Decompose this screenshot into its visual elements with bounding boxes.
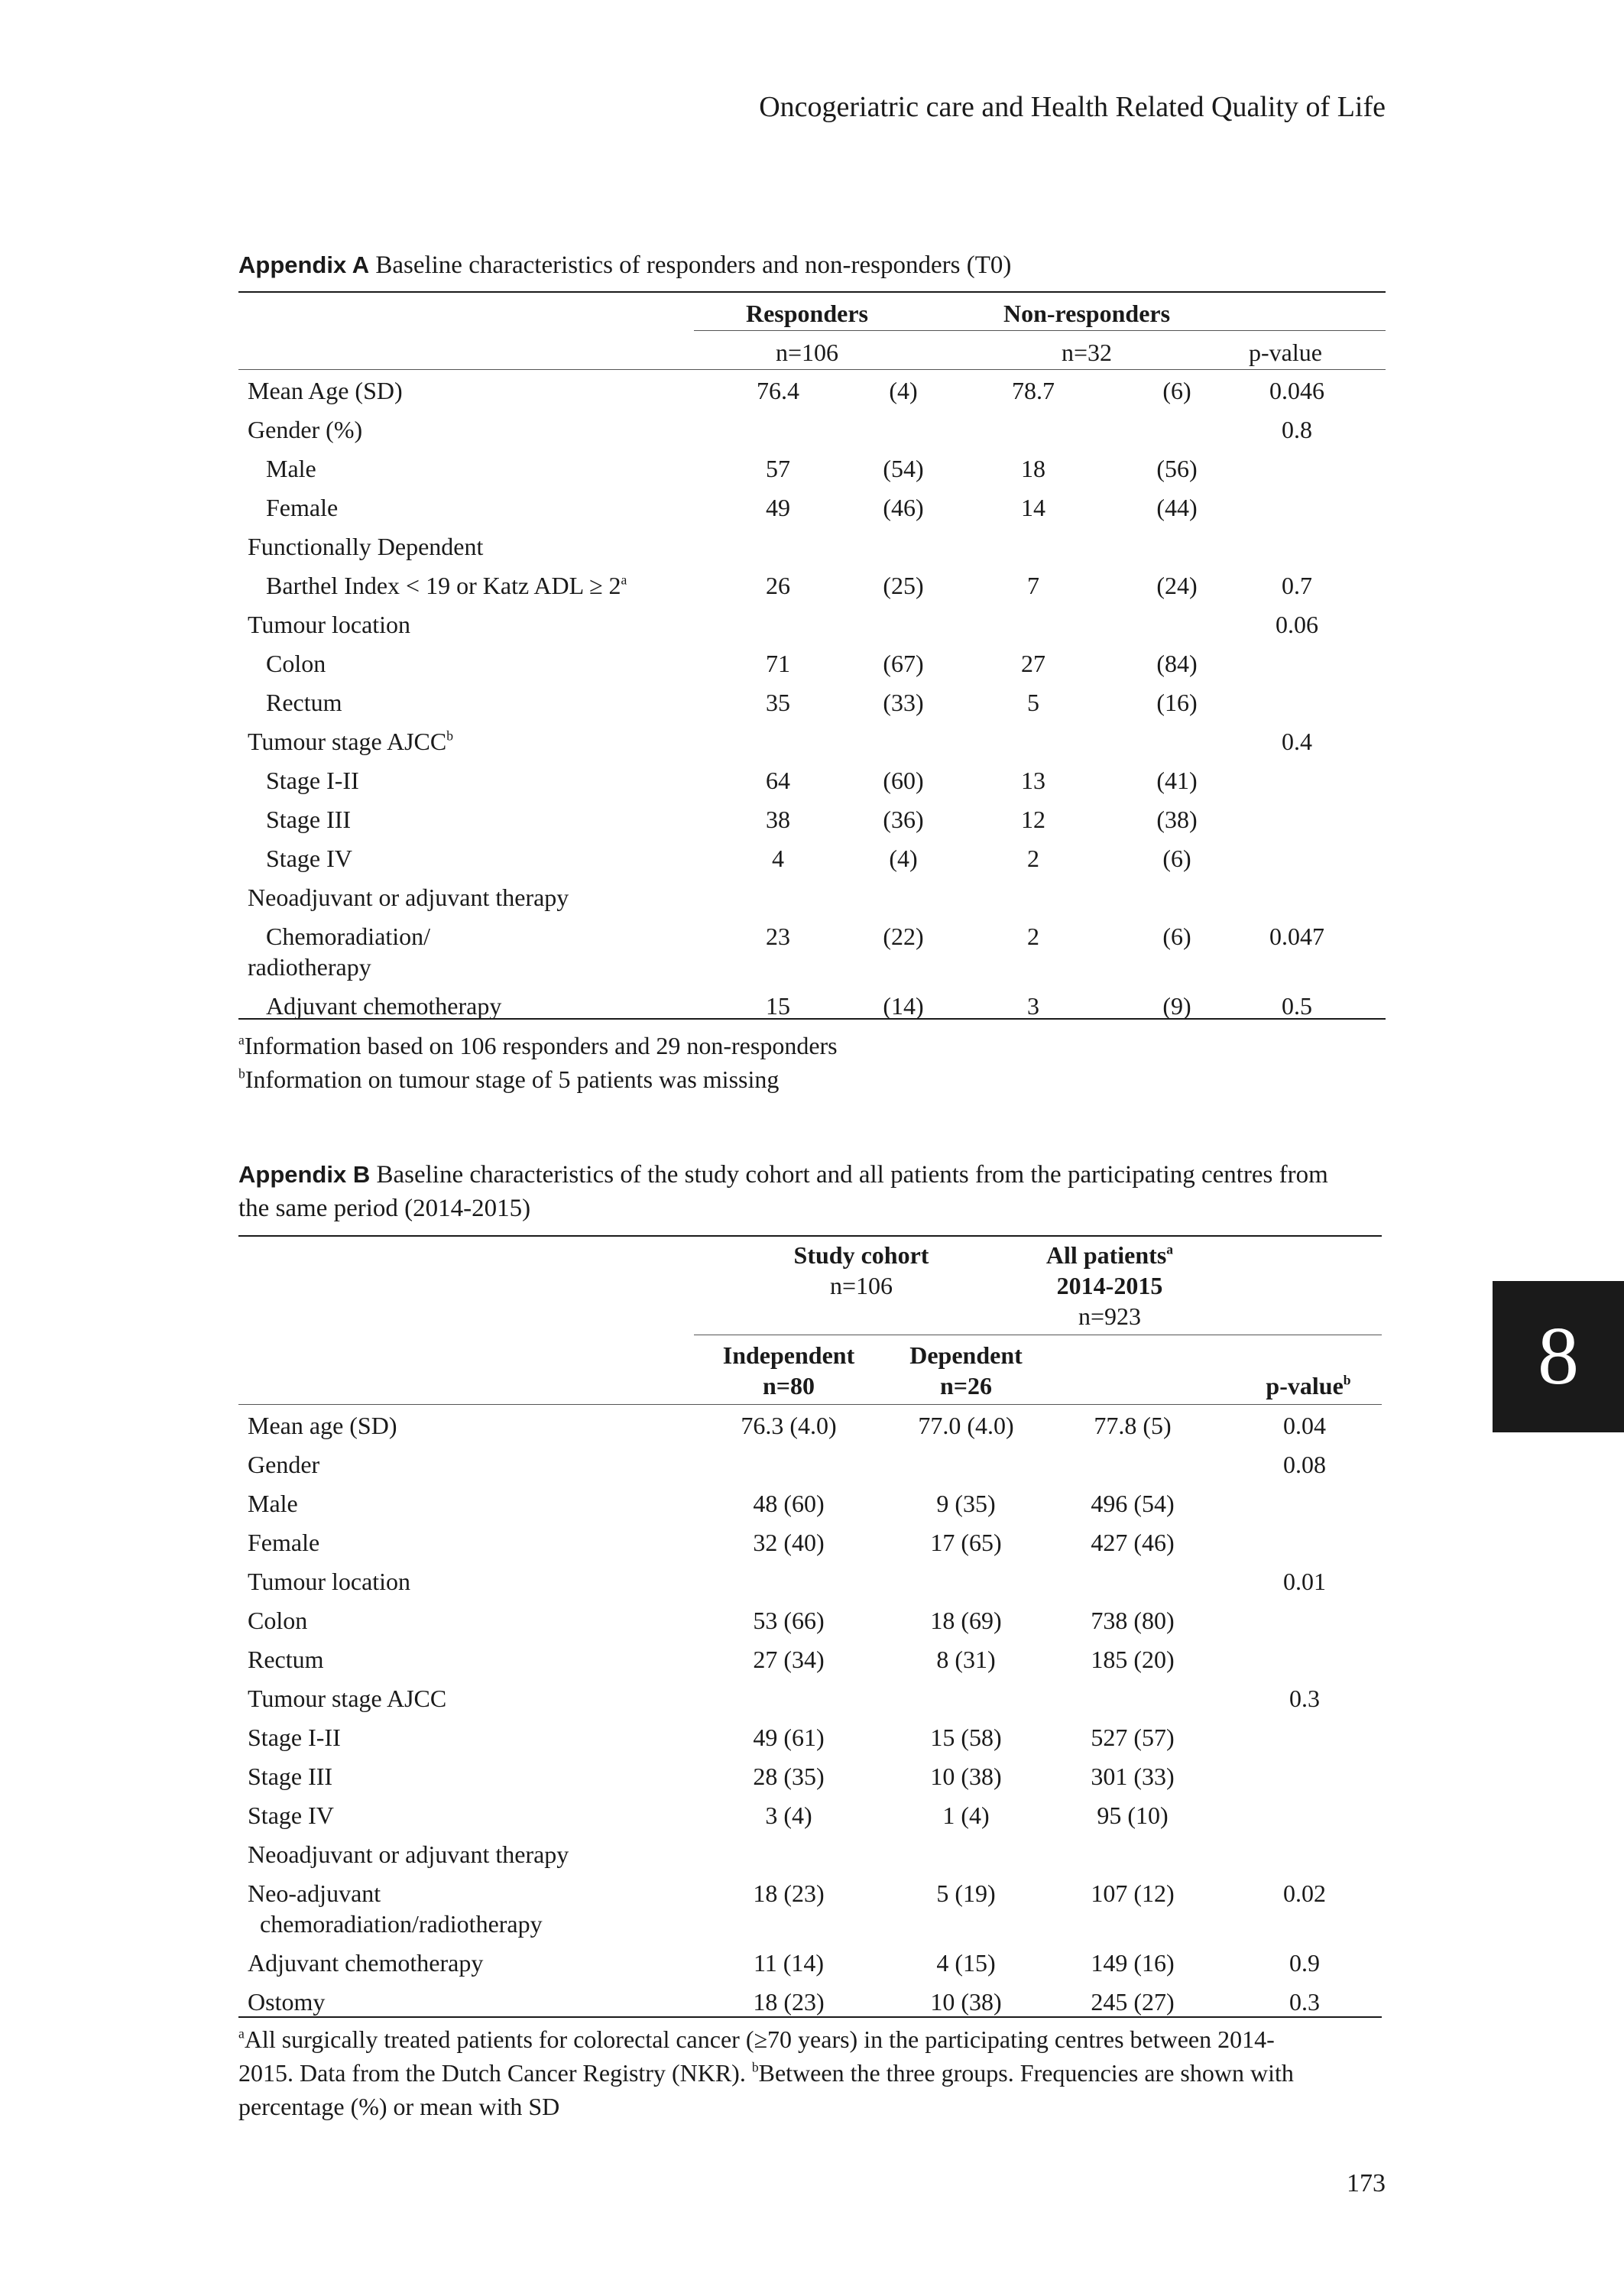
cell-independent: 18 (23) bbox=[753, 1988, 825, 2016]
row-label-text: Functionally Dependent bbox=[248, 533, 484, 560]
header-independent: Independent bbox=[722, 1341, 855, 1369]
row-label-text: Mean Age (SD) bbox=[248, 377, 403, 404]
cell-responders-count: 64 bbox=[766, 767, 790, 794]
cell-responders-count: 26 bbox=[766, 572, 790, 599]
cell-nonresponders-pct: (84) bbox=[1156, 650, 1198, 677]
cell-responders-count: 57 bbox=[766, 455, 790, 482]
row-label: Adjuvant chemotherapy bbox=[248, 1949, 484, 1977]
chapter-tab: 8 bbox=[1493, 1281, 1624, 1432]
cell-responders-pct: (33) bbox=[883, 689, 924, 716]
header-pvalue: p-value bbox=[1249, 339, 1322, 366]
header-all-patients-n: n=923 bbox=[1078, 1302, 1142, 1330]
row-label: Rectum bbox=[248, 1646, 324, 1673]
cell-nonresponders-count: 5 bbox=[1027, 689, 1039, 716]
row-label-text: Barthel Index < 19 or Katz ADL ≥ 2 bbox=[266, 572, 621, 599]
cell-responders-count: 23 bbox=[766, 923, 790, 950]
cell-nonresponders-pct: (6) bbox=[1162, 923, 1191, 950]
header-all-patients bbox=[1003, 1240, 1217, 1270]
header-all-patients-period: 2014-2015 bbox=[1056, 1272, 1163, 1299]
cell-responders-pct: (67) bbox=[883, 650, 924, 677]
header-independent-n: n=80 bbox=[762, 1372, 815, 1399]
row-label-sup: a bbox=[621, 572, 627, 588]
row-label: Neo-adjuvant bbox=[248, 1879, 381, 1907]
cell-responders-count: 35 bbox=[766, 689, 790, 716]
row-label-text: Chemoradiation/ bbox=[266, 923, 431, 950]
cell-dependent: 18 (69) bbox=[930, 1607, 1002, 1634]
header-responders-n: n=106 bbox=[775, 339, 839, 366]
cell-all-patients: 496 (54) bbox=[1091, 1490, 1175, 1517]
cell-responders-pct: (54) bbox=[883, 455, 924, 482]
cell-all-patients: 427 (46) bbox=[1091, 1529, 1175, 1556]
cell-independent: 48 (60) bbox=[753, 1490, 825, 1517]
row-label: Colon bbox=[248, 1607, 308, 1634]
cell-nonresponders-pct: (6) bbox=[1162, 377, 1191, 404]
cell-dependent: 8 (31) bbox=[936, 1646, 996, 1673]
cell-pvalue: 0.8 bbox=[1282, 416, 1312, 443]
header-pvalue-b-sup: b bbox=[1343, 1372, 1351, 1388]
header-responders: Responders bbox=[745, 300, 868, 327]
page-number: 173 bbox=[1347, 2169, 1386, 2197]
row-label: Tumour location bbox=[248, 1568, 411, 1595]
table-b-bottom-rule bbox=[238, 2016, 1382, 2018]
cell-independent: 18 (23) bbox=[753, 1879, 825, 1907]
cell-pvalue: 0.5 bbox=[1282, 992, 1312, 1020]
header-study-cohort-n: n=106 bbox=[829, 1272, 893, 1299]
appendix-b-label: Appendix B bbox=[238, 1161, 371, 1188]
footnote-a-text: Information based on 106 responders and 29 non-responders bbox=[244, 1032, 838, 1059]
cell-nonresponders-count: 7 bbox=[1027, 572, 1039, 599]
cell-pvalue: 0.046 bbox=[1269, 377, 1324, 404]
footnote-b-line2b: Between the three groups. Frequencies are shown with bbox=[758, 2059, 1294, 2087]
row-label: Male bbox=[248, 1490, 298, 1517]
cell-nonresponders-pct: (24) bbox=[1156, 572, 1198, 599]
cell-dependent: 17 (65) bbox=[930, 1529, 1002, 1556]
header-nonresponders-n: n=32 bbox=[1061, 339, 1113, 366]
appendix-a-title: Baseline characteristics of responders and non-responders (T0) bbox=[375, 251, 1012, 279]
cell-dependent: 4 (15) bbox=[936, 1949, 996, 1977]
cell-dependent: 1 (4) bbox=[942, 1802, 990, 1829]
appendix-b-footnote bbox=[238, 2022, 1386, 2123]
cell-pvalue: 0.4 bbox=[1282, 728, 1312, 755]
cell-nonresponders-count: 12 bbox=[1021, 806, 1045, 833]
cell-responders-pct: (25) bbox=[883, 572, 924, 599]
cell-pvalue: 0.047 bbox=[1269, 923, 1324, 950]
row-label-text: Stage IV bbox=[266, 845, 352, 872]
row-label: Stage IV bbox=[248, 1802, 334, 1829]
cell-responders-count: 49 bbox=[766, 494, 790, 521]
cell-all-patients: 245 (27) bbox=[1091, 1988, 1175, 2016]
cell-independent: 53 (66) bbox=[753, 1607, 825, 1634]
cell-dependent: 10 (38) bbox=[930, 1763, 1002, 1790]
cell-all-patients: 107 (12) bbox=[1091, 1879, 1175, 1907]
cell-nonresponders-pct: (6) bbox=[1162, 845, 1191, 872]
header-dependent: Dependent bbox=[909, 1341, 1023, 1369]
row-label-text: Rectum bbox=[266, 689, 342, 716]
cell-nonresponders-pct: (16) bbox=[1156, 689, 1198, 716]
cell-nonresponders-count: 2 bbox=[1027, 845, 1039, 872]
cell-independent: 11 (14) bbox=[753, 1949, 825, 1977]
header-pvalue-b-text: p-value bbox=[1266, 1372, 1344, 1399]
cell-pvalue: 0.9 bbox=[1289, 1949, 1320, 1977]
cell-dependent: 15 (58) bbox=[930, 1724, 1002, 1751]
footnote-b-line3: percentage (%) or mean with SD bbox=[238, 2093, 560, 2120]
cell-independent: 32 (40) bbox=[753, 1529, 825, 1556]
row-label: Neoadjuvant or adjuvant therapy bbox=[248, 1841, 569, 1868]
row-label-text: Female bbox=[266, 494, 339, 521]
cell-pvalue: 0.02 bbox=[1283, 1879, 1326, 1907]
footnote-mark-a: a bbox=[238, 1032, 245, 1048]
row-label-sup: b bbox=[446, 728, 453, 744]
row-label: Stage I-II bbox=[248, 1724, 341, 1751]
cell-pvalue: 0.01 bbox=[1283, 1568, 1326, 1595]
cell-dependent: 9 (35) bbox=[936, 1490, 996, 1517]
cell-nonresponders-pct: (9) bbox=[1162, 992, 1191, 1020]
footnote-b-line2a: 2015. Data from the Dutch Cancer Registry (NKR). bbox=[238, 2059, 752, 2087]
header-dependent-n: n=26 bbox=[939, 1372, 993, 1399]
cell-nonresponders-pct: (44) bbox=[1156, 494, 1198, 521]
cell-all-patients: 301 (33) bbox=[1091, 1763, 1175, 1790]
header-all-patients-text: All patients bbox=[1045, 1241, 1167, 1269]
cell-nonresponders-pct: (56) bbox=[1156, 455, 1198, 482]
footnote-b-text: Information on tumour stage of 5 patients was missing bbox=[245, 1065, 780, 1093]
header-nonresponders: Non-responders bbox=[1003, 300, 1171, 327]
cell-responders-pct: (14) bbox=[883, 992, 924, 1020]
appendix-b-title-line2: the same period (2014-2015) bbox=[238, 1195, 531, 1222]
cell-independent: 76.3 (4.0) bbox=[741, 1412, 837, 1439]
cell-all-patients: 527 (57) bbox=[1091, 1724, 1175, 1751]
row-label: Gender bbox=[248, 1451, 320, 1478]
cell-nonresponders-count: 78.7 bbox=[1012, 377, 1055, 404]
cell-responders-pct: (36) bbox=[883, 806, 924, 833]
cell-all-patients: 738 (80) bbox=[1091, 1607, 1175, 1634]
cell-responders-count: 4 bbox=[772, 845, 784, 872]
cell-pvalue: 0.7 bbox=[1282, 572, 1312, 599]
appendix-a-label: Appendix A bbox=[238, 251, 370, 278]
cell-responders-count: 76.4 bbox=[757, 377, 799, 404]
cell-dependent: 5 (19) bbox=[936, 1879, 996, 1907]
appendix-b-title-line1: Baseline characteristics of the study cohort and all patients from the participating centres from bbox=[376, 1161, 1328, 1189]
cell-nonresponders-pct: (38) bbox=[1156, 806, 1198, 833]
row-label: Ostomy bbox=[248, 1988, 326, 2016]
cell-dependent: 10 (38) bbox=[930, 1988, 1002, 2016]
cell-all-patients: 185 (20) bbox=[1091, 1646, 1175, 1673]
row-label: Stage III bbox=[248, 1763, 333, 1790]
cell-independent: 27 (34) bbox=[753, 1646, 825, 1673]
footnote-b-mark-a: a bbox=[238, 2025, 245, 2042]
footnote-mark-b: b bbox=[238, 1065, 245, 1082]
footnote-b-line1: All surgically treated patients for colorectal cancer (≥70 years) in the participating centres between 2014- bbox=[244, 2025, 1275, 2053]
row-label-text: Neoadjuvant or adjuvant therapy bbox=[248, 884, 569, 911]
footnote-b-mark-b: b bbox=[751, 2059, 759, 2075]
cell-all-patients: 77.8 (5) bbox=[1094, 1412, 1172, 1439]
row-label: Mean age (SD) bbox=[248, 1412, 397, 1439]
cell-all-patients: 149 (16) bbox=[1091, 1949, 1175, 1977]
running-head: Oncogeriatric care and Health Related Quality of Life bbox=[759, 91, 1386, 123]
cell-independent: 3 (4) bbox=[765, 1802, 812, 1829]
cell-pvalue: 0.04 bbox=[1283, 1412, 1326, 1439]
row-label-text: Gender (%) bbox=[248, 416, 363, 443]
cell-independent: 49 (61) bbox=[753, 1724, 825, 1751]
cell-nonresponders-count: 18 bbox=[1021, 455, 1045, 482]
row-label-text: Male bbox=[266, 455, 316, 482]
cell-pvalue: 0.06 bbox=[1276, 611, 1318, 638]
row-label-text: Tumour location bbox=[248, 611, 411, 638]
cell-pvalue: 0.08 bbox=[1283, 1451, 1326, 1478]
cell-nonresponders-pct: (41) bbox=[1156, 767, 1198, 794]
table-b bbox=[238, 0, 1382, 2025]
cell-nonresponders-count: 3 bbox=[1027, 992, 1039, 1020]
cell-responders-pct: (4) bbox=[889, 377, 918, 404]
cell-nonresponders-count: 27 bbox=[1021, 650, 1045, 677]
row-label-text: Stage III bbox=[266, 806, 352, 833]
row-label-text: Colon bbox=[266, 650, 326, 677]
row-label-continued: radiotherapy bbox=[248, 953, 371, 981]
header-pvalue-b bbox=[1247, 1370, 1370, 1401]
row-label-text: Tumour stage AJCC bbox=[248, 728, 447, 755]
header-all-patients-sup: a bbox=[1166, 1241, 1174, 1257]
cell-nonresponders-count: 14 bbox=[1021, 494, 1045, 521]
cell-responders-pct: (60) bbox=[883, 767, 924, 794]
cell-nonresponders-count: 13 bbox=[1021, 767, 1045, 794]
cell-responders-pct: (46) bbox=[883, 494, 924, 521]
cell-responders-count: 38 bbox=[766, 806, 790, 833]
cell-pvalue: 0.3 bbox=[1289, 1988, 1320, 2016]
cell-all-patients: 95 (10) bbox=[1097, 1802, 1169, 1829]
cell-responders-count: 71 bbox=[766, 650, 790, 677]
row-label: Tumour stage AJCC bbox=[248, 1685, 447, 1712]
row-label-continued: chemoradiation/radiotherapy bbox=[260, 1910, 543, 1938]
header-study-cohort: Study cohort bbox=[793, 1241, 929, 1269]
cell-independent: 28 (35) bbox=[753, 1763, 825, 1790]
cell-pvalue: 0.3 bbox=[1289, 1685, 1320, 1712]
row-label-text: Stage I-II bbox=[266, 767, 359, 794]
row-label: Female bbox=[248, 1529, 320, 1556]
cell-dependent: 77.0 (4.0) bbox=[918, 1412, 1014, 1439]
cell-nonresponders-count: 2 bbox=[1027, 923, 1039, 950]
cell-responders-pct: (4) bbox=[889, 845, 918, 872]
cell-responders-count: 15 bbox=[766, 992, 790, 1020]
cell-responders-pct: (22) bbox=[883, 923, 924, 950]
row-label-text: Adjuvant chemotherapy bbox=[266, 992, 502, 1020]
